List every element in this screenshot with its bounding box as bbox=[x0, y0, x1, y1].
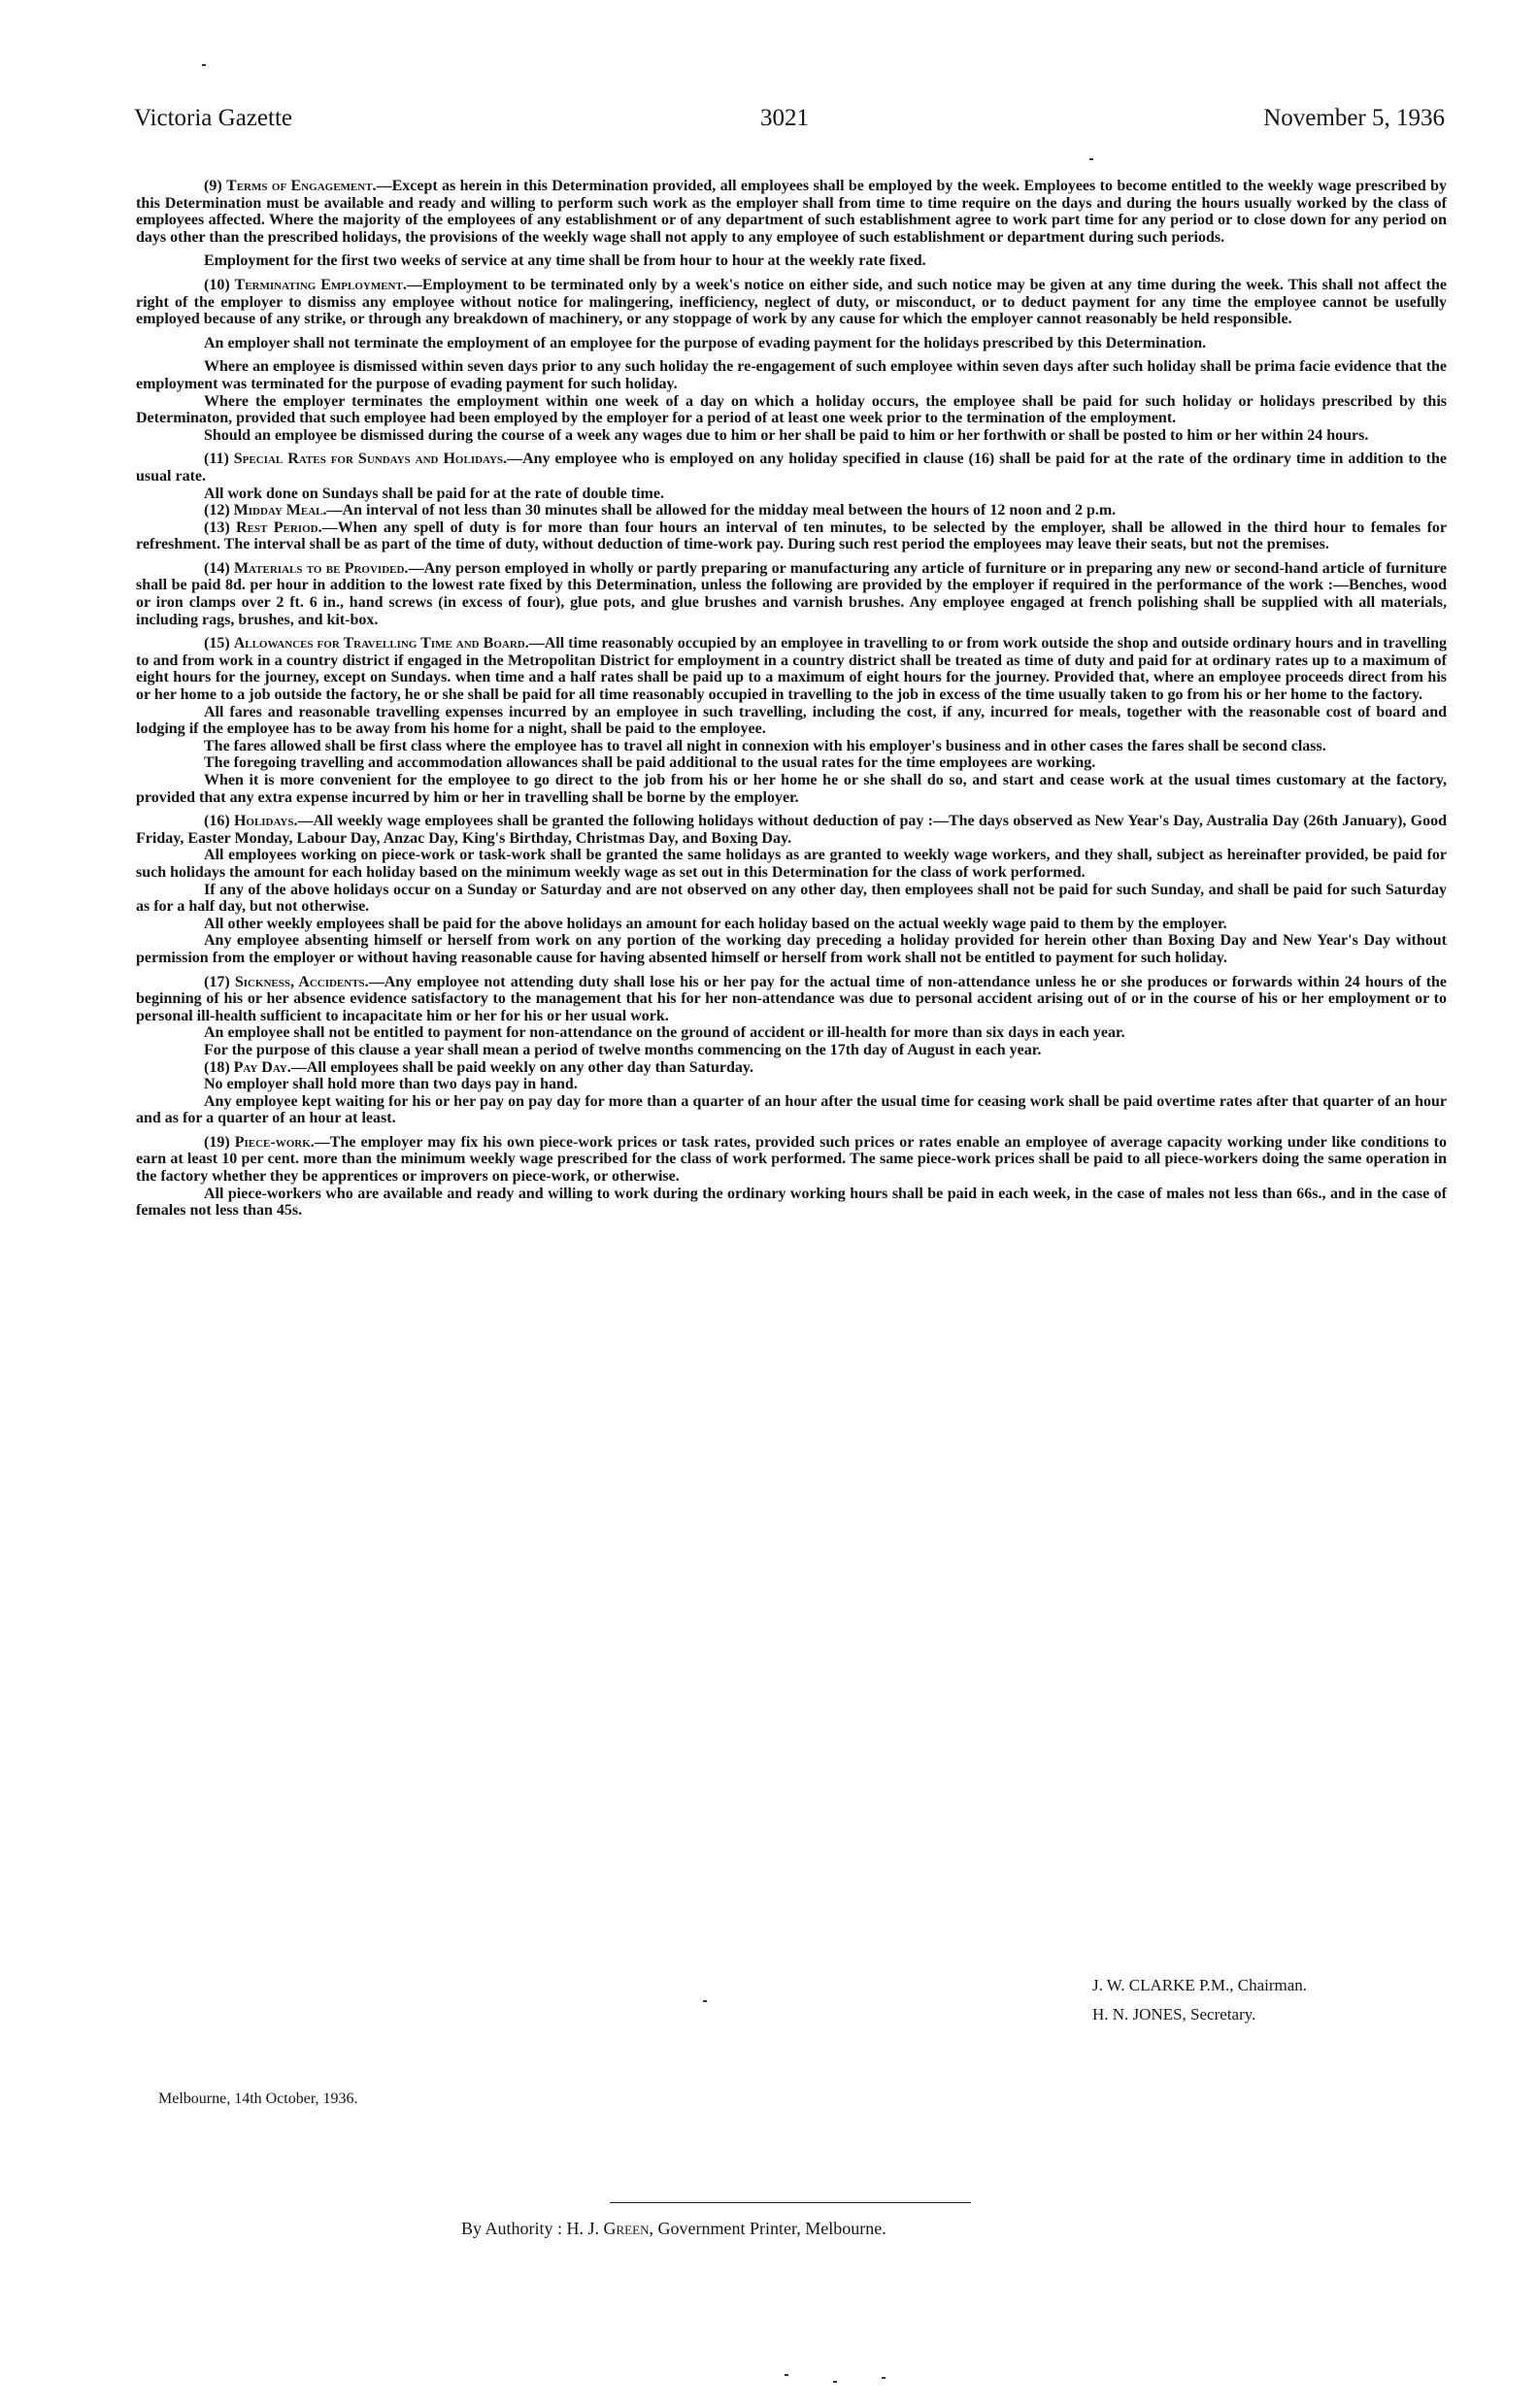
clause-heading: Piece-work. bbox=[234, 1133, 315, 1151]
determination-body bbox=[136, 178, 1447, 1220]
clause-heading: Rest Period. bbox=[236, 518, 322, 536]
clause-12: (12) Midday Meal.—An interval of not less than 30 minutes shall be allowed for the midday meal between the hours of 12 noon and 2 p.m. bbox=[204, 502, 1117, 519]
paragraph: Where an employee is dismissed within seven days prior to any such holiday the re-engagement of such employee within seven days after such holiday shall be prima facie evidence that the employment was terminated for the purpose of evading payment for such holiday. bbox=[136, 358, 1447, 392]
paragraph: Should an employee be dismissed during the course of a week any wages due to him or her shall be paid to him or her forthwith or shall be posted to him or her within 24 hours. bbox=[204, 426, 1369, 444]
paragraph: The foregoing travelling and accommodation allowances shall be paid additional to the usual rates for the time employees are working. bbox=[204, 754, 1096, 772]
paragraph: Employment for the first two weeks of service at any time shall be from hour to hour at the weekly rate fixed. bbox=[204, 252, 926, 270]
scan-speck bbox=[785, 2374, 788, 2376]
paragraph: Any employee kept waiting for his or her pay on pay day for more than a quarter of an hour after the usual time for ceasing work shall be paid overtime rates after that quarter of an hour and as for a quarter of an hour at least. bbox=[136, 1092, 1447, 1127]
paragraph: If any of the above holidays occur on a Sunday or Saturday and are not observed on any other day, then employees shall not be paid for such Sunday, and shall be paid for such Saturday as for a half day, but not otherwise. bbox=[136, 881, 1447, 916]
clause-heading: Terminating Employment. bbox=[234, 276, 407, 293]
paragraph: When it is more convenient for the employee to go direct to the job from his or her home he or she shall do so, and start and cease work at the usual times customary at the factory, provided that any extra expense incurred by him or her in travelling shall be borne by the employer. bbox=[136, 772, 1447, 806]
secretary-signature: H. N. JONES, Secretary. bbox=[1092, 2005, 1256, 2023]
paragraph: All employees working on piece-work or task-work shall be granted the same holidays as are granted to weekly wage workers, and they shall, subject as hereinafter provided, be paid for such holidays the amount for each holiday based on the minimum weekly wage as set out in this Determination for the class of work performed. bbox=[136, 847, 1447, 881]
scan-speck bbox=[882, 2377, 886, 2379]
clause-heading: Materials to be Provided. bbox=[233, 559, 409, 577]
clause-heading: Allowances for Travelling Time and Board. bbox=[233, 635, 529, 652]
publication-date: November 5, 1936 bbox=[1263, 105, 1445, 131]
page-header bbox=[134, 105, 1445, 144]
paragraph: All fares and reasonable travelling expenses incurred by an employee in such travelling, including the cost, if any, incurred for meals, together with the reasonable cost of board and lodging if the employee has to be away from his home for a night, shall be paid to the employee. bbox=[136, 703, 1447, 738]
clause-16: (16) Holidays.—All weekly wage employees shall be granted the following holidays without deduction of pay :—The days observed as New Year's Day, Australia Day (26th January), Good Friday, Easter Monday, Labour Day, Anzac Day, King's Birthday, Christmas Day, and Boxing Day. bbox=[136, 813, 1448, 847]
paragraph: The fares allowed shall be first class where the employee has to travel all night in connexion with his employer's business and in other cases the fares shall be second class. bbox=[204, 737, 1326, 754]
clause-heading: Sickness, Accidents. bbox=[234, 973, 369, 990]
publication-title: Victoria Gazette bbox=[134, 105, 292, 131]
clause-heading: Midday Meal. bbox=[233, 502, 327, 519]
page-number: 3021 bbox=[760, 105, 809, 131]
clause-heading: Terms of Engagement. bbox=[226, 178, 377, 194]
scan-speck bbox=[703, 2000, 707, 2002]
printer-name: Green bbox=[603, 2219, 650, 2238]
clause-heading: Holidays. bbox=[233, 813, 298, 830]
clause-18: (18) Pay Day.—All employees shall be paid weekly on any other day than Saturday. bbox=[204, 1058, 753, 1076]
signature-block bbox=[1092, 1971, 1307, 2029]
paragraph: All piece-workers who are available and ready and willing to work during the ordinary working hours shall be paid in each week, in the case of males not less than 66s., and in the case of females not less than 45s. bbox=[136, 1185, 1447, 1220]
clause-17: (17) Sickness, Accidents.—Any employee not attending duty shall lose his or her pay for the actual time of non-attendance unless he or she produces or forwards within 24 hours of the beginning of his or her absence evidence satisfactory to the management that his for her non-attendance was due to personal accident arising out of or in the course of his or her employment or to personal ill-health sufficient to incapacitate him or her for his or her usual work. bbox=[136, 973, 1448, 1024]
paragraph: For the purpose of this clause a year shall mean a period of twelve months commencing on the 17th day of August in each year. bbox=[204, 1041, 1042, 1058]
paragraph: An employee shall not be entitled to payment for non-attendance on the ground of accident or ill-health for more than six days in each year. bbox=[204, 1024, 1125, 1042]
paragraph: Where the employer terminates the employment within one week of a day on which a holiday occurs, the employee shall be paid for such holiday or holidays prescribed by this Determinaton, provided that such employee had been employed by the employer for a period of at least one week prior to the termination of the employment. bbox=[136, 392, 1447, 427]
paragraph: Any employee absenting himself or herself from work on any portion of the working day preceding a holiday provided for herein other than Boxing Day and New Year's Day without permission from the employer or without having reasonable cause for having absented himself or herself from work shall not be entitled to payment for such holiday. bbox=[136, 932, 1447, 966]
clause-9: (9) Terms of Engagement.—Except as herein in this Determination provided, all employees shall be employed by the week. Employees to become entitled to the weekly wage prescribed by this Determination must be available and ready and willing to perform such work as the employer shall from time to time require on the days and during the hours usually worked by the class of employees affected. Where the majority of the employees of any establishment or of any department of such establishment agree to work part time for any period or to close down for any period on days other than the prescribed holidays, the provisions of the weekly wage shall not apply to any employee of such establishment or department during such periods. bbox=[136, 178, 1448, 246]
divider-rule bbox=[610, 2202, 971, 2203]
place-date: Melbourne, 14th October, 1936. bbox=[158, 2090, 358, 2107]
scan-speck bbox=[1089, 158, 1093, 160]
paragraph: No employer shall hold more than two days pay in hand. bbox=[204, 1076, 578, 1093]
scan-speck bbox=[202, 64, 206, 66]
chairman-signature: J. W. CLARKE P.M., Chairman. bbox=[1092, 1976, 1308, 1994]
clause-15: (15) Allowances for Travelling Time and Board.—All time reasonably occupied by an employee in travelling to or from work outside the shop and outside ordinary hours and in travelling to and from work in a country district if engaged in the Metropolitan District for employment in a country district shall be treated as time of duty and paid for at ordinary rates up to a maximum of eight hours for the journey, except on Sundays. when time and a half rates shall be paid up to a maximum of eight hours for the journey. Provided that, where an employee proceeds direct from his or her home to a job outside the factory, he or she shall be paid for all time reasonably occupied in travelling to the job in excess of the time usually taken to go from his or her home to the factory. bbox=[136, 635, 1448, 704]
clause-13: (13) Rest Period.—When any spell of duty is for more than four hours an interval of ten minutes, to be selected by the employer, shall be allowed in the third hour to females for refreshment. The interval shall be as part of the time of duty, without deduction of time-work pay. During such rest period the employees may leave their seats, but not the premises. bbox=[136, 518, 1447, 553]
clause-19: (19) Piece-work.—The employer may fix his own piece-work prices or task rates, provided such prices or rates enable an employee of average capacity working under like conditions to earn at least 10 per cent. more than the minimum weekly wage prescribed for the class of work performed. The same piece-work prices shall be paid to all piece-workers doing the same operation in the factory whether they be apprentices or improvers on piece-work, or otherwise. bbox=[136, 1133, 1448, 1186]
paragraph: All work done on Sundays shall be paid for at the rate of double time. bbox=[204, 485, 664, 502]
clause-heading: Pay Day. bbox=[233, 1058, 291, 1076]
clause-10: (10) Terminating Employment.—Employment to be terminated only by a week's notice on either side, and such notice may be given at any time during the week. This shall not affect the right of the employer to dismiss any employee without notice for malingering, inefficiency, neglect of duty, or misconduct, or to deduct payment for any time the employee cannot be usefully employed because of any strike, or through any breakdown of machinery, or any stoppage of work by any cause for which the employer cannot reasonably be held responsible. bbox=[136, 276, 1448, 328]
scan-speck bbox=[833, 2381, 837, 2383]
clause-11: (11) Special Rates for Sundays and Holidays.—Any employee who is employed on any holiday specified in clause (16) shall be paid for at the rate of the ordinary time in addition to the usual rate. bbox=[136, 451, 1447, 485]
paragraph: All other weekly employees shall be paid for the above holidays an amount for each holiday based on the actual weekly wage paid to them by the employer. bbox=[204, 915, 1227, 932]
paragraph: An employer shall not terminate the employment of an employee for the purpose of evading payment for the holidays prescribed by this Determination. bbox=[204, 334, 1207, 351]
clause-heading: Special Rates for Sundays and Holidays. bbox=[233, 451, 508, 468]
clause-14: (14) Materials to be Provided.—Any person employed in wholly or partly preparing or manufacturing any article of furniture or in preparing any new or second-hand article of furniture shall be paid 8d. per hour in addition to the lowest rate fixed by this Determination, unless the following are provided by the employer if required in the performance of the work :—Benches, wood or iron clamps over 2 ft. 6 in., hand screws (in excess of four), glue pots, and glue brushes and varnish brushes. Any employee engaged at french polishing shall be supplied with all materials, including rags, brushes, and kit-box. bbox=[136, 559, 1448, 628]
authority-line: By Authority : H. J. Green, Government Printer, Melbourne. bbox=[461, 2219, 886, 2238]
